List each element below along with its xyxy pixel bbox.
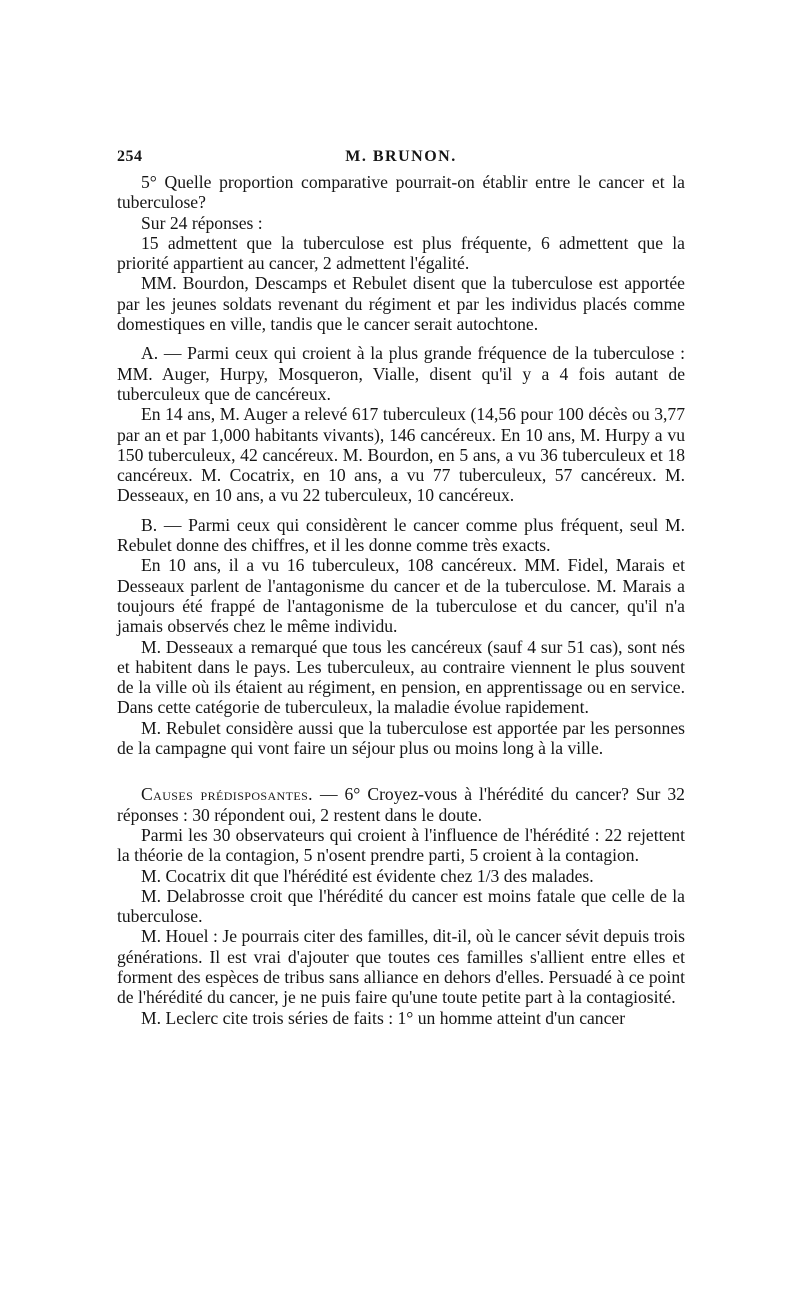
paragraph-observers: Parmi les 30 observateurs qui croient à l'influence de l'hérédité : 22 rejettent la théorie de la contagion, 5 n'osent prendre parti, 5 croient à la contagion. [117,824,685,866]
paragraph-houel: M. Houel : Je pourrais citer des familles, dit-il, où le cancer sévit depuis trois générations. Il est vrai d'ajouter que toutes ces familles s'allient entre elles et forment des espèces de tribus sans alliance en dehors d'elles. Persuadé à ce point de l'hérédité du cancer, je ne puis faire qu'une toute petite part à la contagiosité. [117,926,685,1008]
paragraph-delabrosse: M. Delabrosse croit que l'hérédité du cancer est moins fatale que celle de la tuberculose. [117,885,685,927]
paragraph-section-a: A. — Parmi ceux qui croient à la plus grande fréquence de la tuberculose : MM. Auger, Hurpy, Mosqueron, Vialle, disent qu'il y a 4 fois autant de tuberculeux que de cancéreux. [117,343,685,404]
page-number: 254 [117,148,143,165]
paragraph-statistics: En 14 ans, M. Auger a relevé 617 tuberculeux (14,56 pour 100 décès ou 3,77 par an et par 1,000 habitants vivants), 146 cancéreux. En 10 ans, M. Hurpy a vu 150 tuberculeux, 42 cancéreux. M. Bourdon, en 5 ans, a vu 36 tuberculeux et 18 cancéreux. M. Cocatrix, en 10 ans, a vu 77 tuberculeux, 57 cancéreux. M. Desseaux, en 10 ans, a vu 22 tuberculeux, 10 cancéreux. [117,404,685,506]
paragraph-desseaux: M. Desseaux a remarqué que tous les cancéreux (sauf 4 sur 51 cas), sont nés et habitent dans le pays. Les tuberculeux, au contraire viennent le plus souvent de la ville où ils étaient au régiment, en pension, en apprentissage ou en service. Dans cette catégorie de tuberculeux, la maladie évolue rapidement. [117,636,685,718]
responses-count: Sur 24 réponses : [141,212,263,233]
section-heading: Causes prédisposantes. [141,784,313,805]
paragraph-bourdon: MM. Bourdon, Descamps et Rebulet disent que la tuberculose est apportée par les jeunes soldats revenant du régiment et par les individus placés comme domestiques en ville, tandis que le cancer serait autochtone. [117,273,685,335]
question-5: 5° Quelle proportion comparative pourrait-on établir entre le cancer et la tuberculose? [117,172,685,213]
paragraph-predisposing-causes [117,784,685,825]
question-6: — 6° Croyez-vous à l'hérédité du cancer? Sur 32 réponses : 30 répondent oui, 2 restent dans le doute. [117,784,685,825]
paragraph-section-b: B. — Parmi ceux qui considèrent le cancer comme plus fréquent, seul M. Rebulet donne des chiffres, et il les donne comme très exacts. [117,514,685,556]
responses-summary: 15 admettent que la tuberculose est plus fréquente, 6 admettent que la priorité appartient au cancer, 2 admettent l'égalité. [117,232,685,274]
running-head: M. BRUNON. [345,148,457,165]
book-page [117,142,685,1028]
paragraph-rebulet: M. Rebulet considère aussi que la tuberculose est apportée par les personnes de la campagne qui vont faire un séjour plus ou moins long à la ville. [117,717,685,759]
paragraph-leclerc: M. Leclerc cite trois séries de faits : 1° un homme atteint d'un cancer [141,1007,626,1028]
page-header [117,142,685,172]
body-text [117,172,685,1028]
paragraph-antagonism: En 10 ans, il a vu 16 tuberculeux, 108 cancéreux. MM. Fidel, Marais et Desseaux parlent de l'antagonisme du cancer et de la tuberculose. M. Marais a toujours été frappé de l'antagonisme de la tuberculose et du cancer, qu'il n'a jamais observés chez le même individu. [117,555,685,637]
paragraph-cocatrix: M. Cocatrix dit que l'hérédité est évidente chez 1/3 des malades. [141,865,594,886]
